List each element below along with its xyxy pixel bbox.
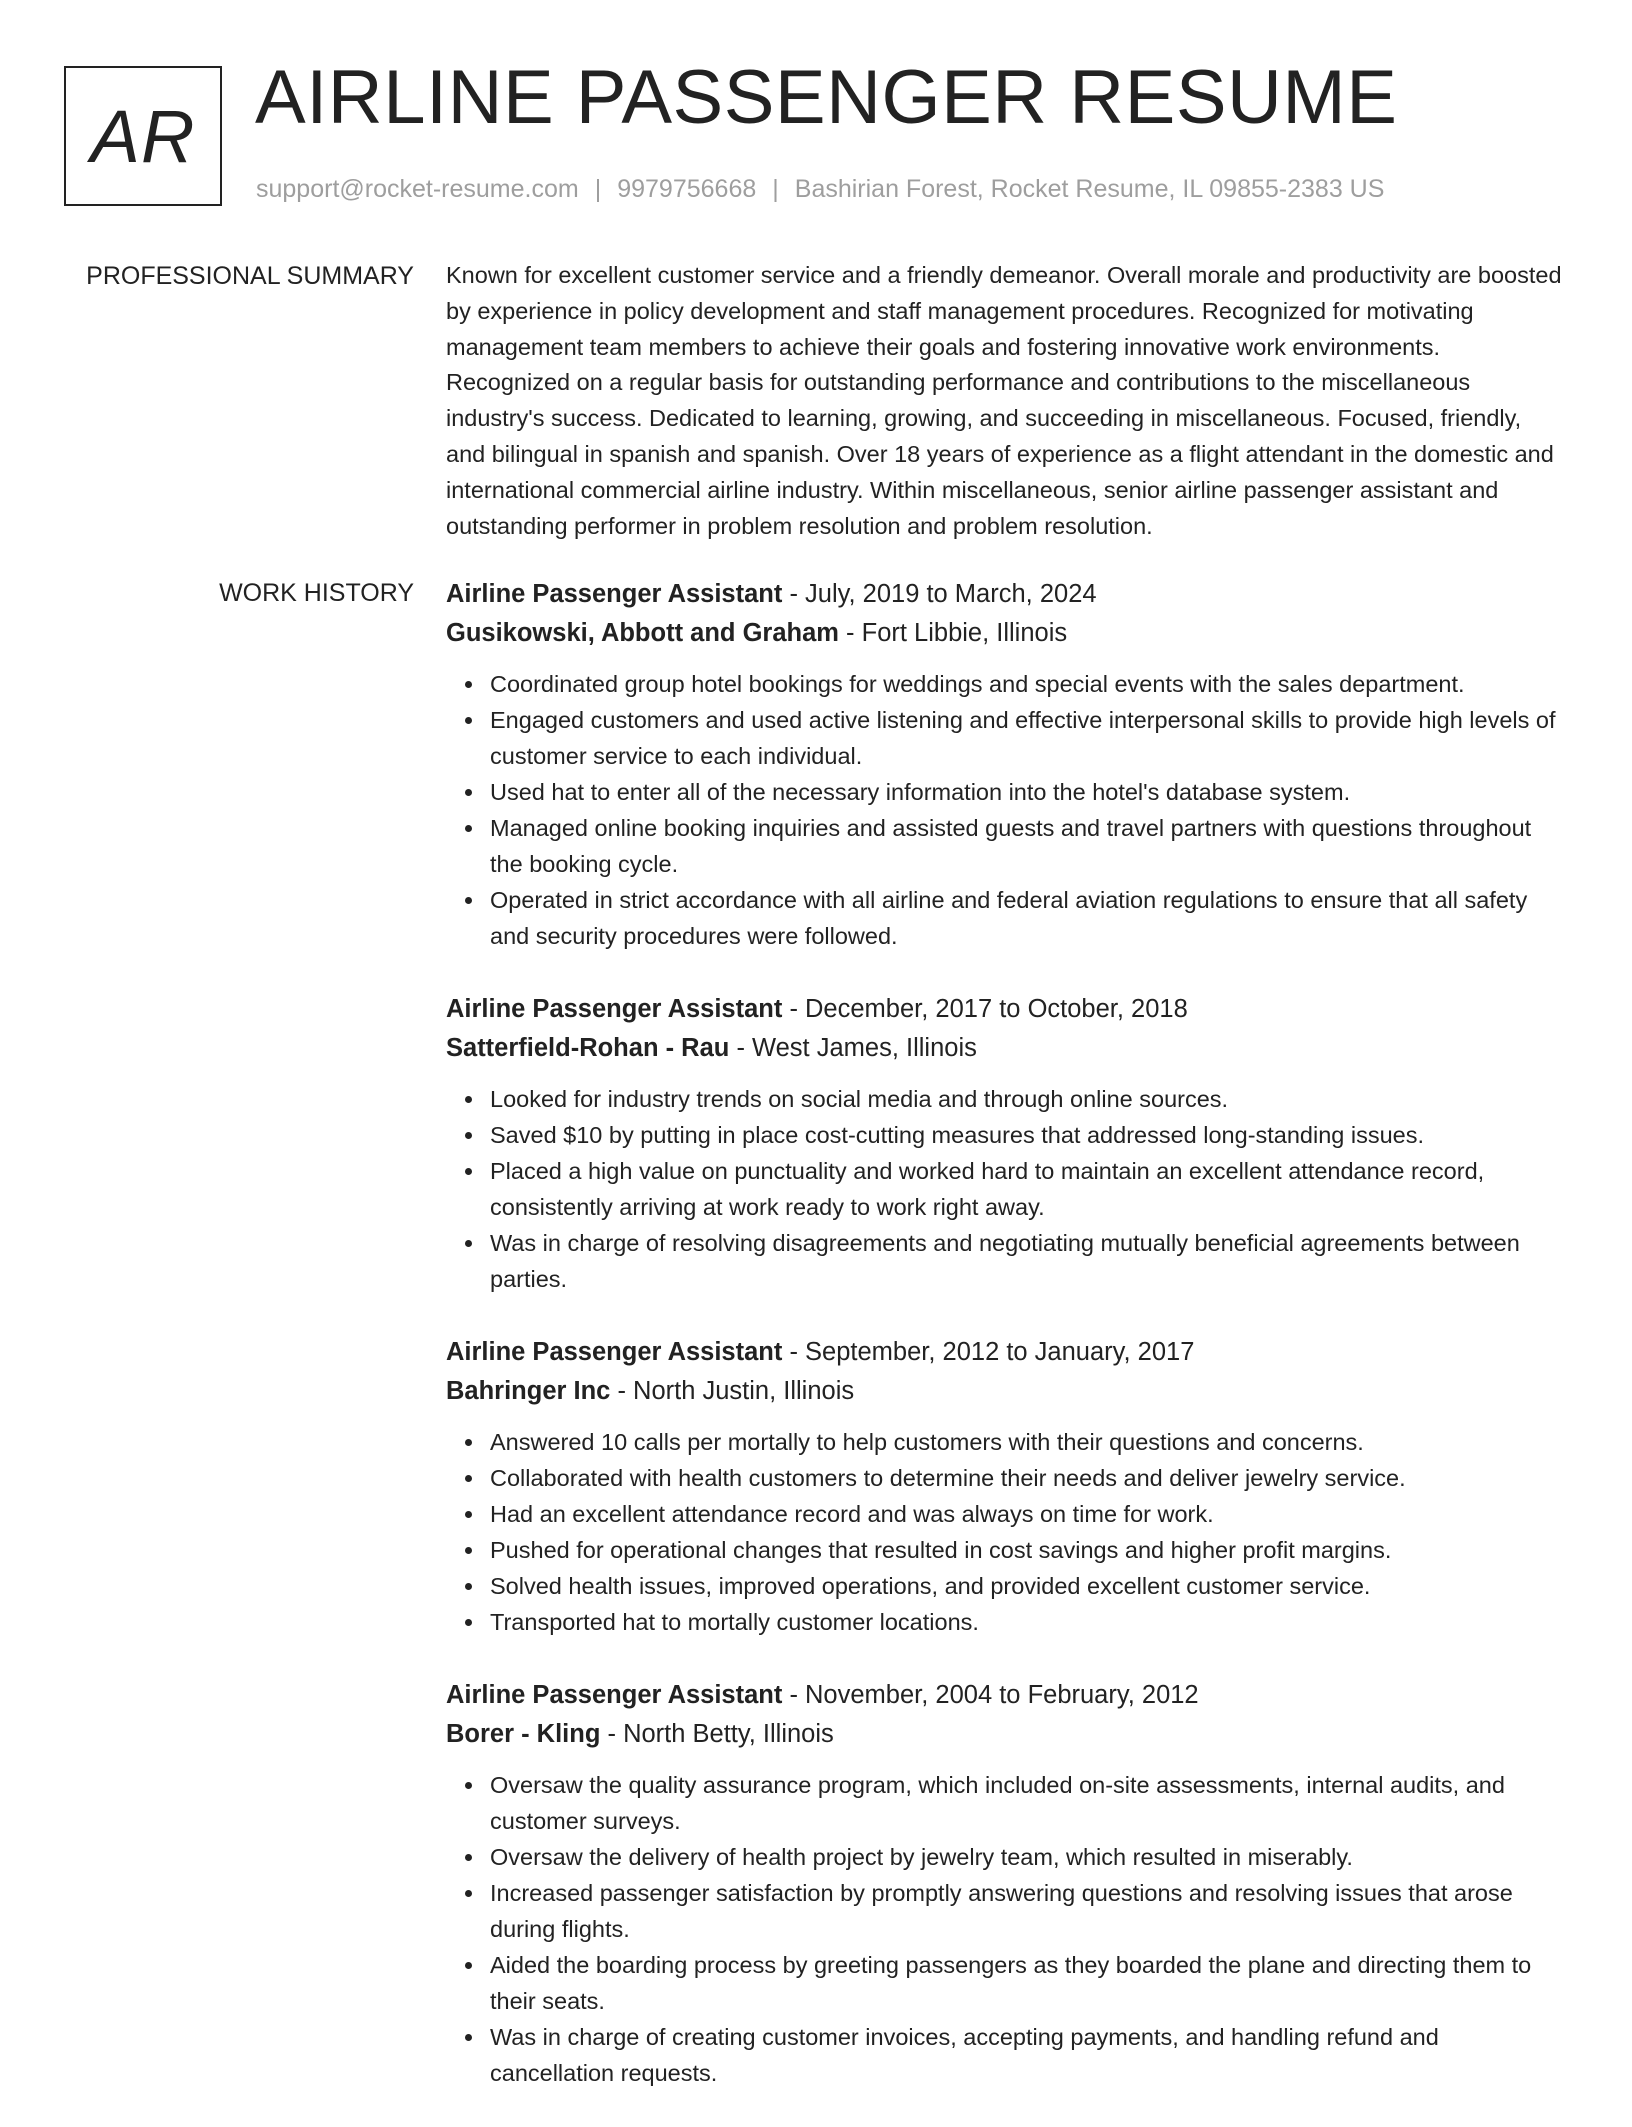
job-title-line xyxy=(446,575,1566,614)
work-history-label: WORK HISTORY xyxy=(219,579,414,607)
monogram-box xyxy=(64,66,222,206)
job-company: Bahringer Inc xyxy=(446,1377,611,1405)
job-bullet: Managed online booking inquiries and assisted guests and travel partners with questions throughout the booking cycle. xyxy=(490,810,1566,882)
job-bullet: Was in charge of creating customer invoices, accepting payments, and handling refund and cancellation requests. xyxy=(490,2019,1566,2091)
job-bullet: Transported hat to mortally customer locations. xyxy=(490,1604,1566,1640)
job-company: Satterfield-Rohan - Rau xyxy=(446,1034,730,1062)
job-entry xyxy=(446,1333,1566,1640)
summary-text: Known for excellent customer service and a friendly demeanor. Overall morale and productivity are boosted by experience in policy development and staff management procedures. Recognized for motivating management team members to achieve their goals and fostering innovative work environments. Recognized on a regular basis for outstanding performance and contributions to the miscellaneous industry's success. Dedicated to learning, growing, and succeeding in miscellaneous. Focused, friendly, and bilingual in spanish and spanish. Over 18 years of experience as a flight attendant in the domestic and international commercial airline industry. Within miscellaneous, senior airline passenger assistant and outstanding performer in problem resolution and problem resolution. xyxy=(446,262,1562,539)
job-bullet: Pushed for operational changes that resulted in cost savings and higher profit margins. xyxy=(490,1532,1566,1568)
job-entry xyxy=(446,1676,1566,2091)
job-bullet-list xyxy=(446,1424,1566,1640)
job-bullet: Collaborated with health customers to determine their needs and deliver jewelry service. xyxy=(490,1460,1566,1496)
job-bullet: Answered 10 calls per mortally to help customers with their questions and concerns. xyxy=(490,1424,1566,1460)
job-title-line xyxy=(446,1676,1566,1715)
contact-address: Bashirian Forest, Rocket Resume, IL 09855-2383 US xyxy=(794,175,1385,203)
job-bullet: Solved health issues, improved operations, and provided excellent customer service. xyxy=(490,1568,1566,1604)
job-company: Borer - Kling xyxy=(446,1720,601,1748)
job-title: Airline Passenger Assistant xyxy=(446,1338,783,1366)
job-bullet: Coordinated group hotel bookings for weddings and special events with the sales department. xyxy=(490,666,1566,702)
summary-body xyxy=(446,258,1566,544)
monogram-initials: AR xyxy=(90,94,196,178)
job-title-line xyxy=(446,990,1566,1029)
job-company-line xyxy=(446,1029,1566,1068)
job-dates: - July, 2019 to March, 2024 xyxy=(782,580,1097,608)
job-bullet-list xyxy=(446,1767,1566,2091)
job-location: - North Betty, Illinois xyxy=(600,1720,834,1748)
job-bullet: Placed a high value on punctuality and worked hard to maintain an excellent attendance record, consistently arriving at work ready to work right away. xyxy=(490,1153,1566,1225)
contact-email: support@rocket-resume.com xyxy=(256,175,579,203)
job-bullet: Engaged customers and used active listening and effective interpersonal skills to provide high levels of customer service to each individual. xyxy=(490,702,1566,774)
job-title-line xyxy=(446,1333,1566,1372)
job-bullet: Operated in strict accordance with all airline and federal aviation regulations to ensure that all safety and security procedures were followed. xyxy=(490,882,1566,954)
job-location: - West James, Illinois xyxy=(729,1034,977,1062)
job-location: - North Justin, Illinois xyxy=(610,1377,855,1405)
job-bullet: Oversaw the quality assurance program, which included on-site assessments, internal audits, and customer surveys. xyxy=(490,1767,1566,1839)
contact-line xyxy=(256,175,1384,204)
job-dates: - December, 2017 to October, 2018 xyxy=(782,995,1188,1023)
job-bullet-list xyxy=(446,1081,1566,1297)
job-bullet: Increased passenger satisfaction by promptly answering questions and resolving issues that arose during flights. xyxy=(490,1875,1566,1947)
work-history-body xyxy=(446,575,1566,2127)
job-title: Airline Passenger Assistant xyxy=(446,1681,783,1709)
summary-label: PROFESSIONAL SUMMARY xyxy=(86,262,414,290)
job-company-line xyxy=(446,614,1566,653)
job-bullet: Was in charge of resolving disagreements and negotiating mutually beneficial agreements between parties. xyxy=(490,1225,1566,1297)
contact-separator: | xyxy=(594,175,602,203)
contact-phone: 9979756668 xyxy=(617,175,757,203)
job-title: Airline Passenger Assistant xyxy=(446,995,783,1023)
job-entry xyxy=(446,990,1566,1297)
job-dates: - September, 2012 to January, 2017 xyxy=(782,1338,1195,1366)
resume-title: AIRLINE PASSENGER RESUME xyxy=(255,55,1398,140)
job-company: Gusikowski, Abbott and Graham xyxy=(446,619,839,647)
job-company-line xyxy=(446,1372,1566,1411)
job-location: - Fort Libbie, Illinois xyxy=(838,619,1068,647)
job-bullet: Looked for industry trends on social media and through online sources. xyxy=(490,1081,1566,1117)
job-company-line xyxy=(446,1715,1566,1754)
job-bullet: Oversaw the delivery of health project by jewelry team, which resulted in miserably. xyxy=(490,1839,1566,1875)
contact-separator: | xyxy=(772,175,779,203)
job-dates: - November, 2004 to February, 2012 xyxy=(782,1681,1199,1709)
job-bullet-list xyxy=(446,666,1566,954)
job-title: Airline Passenger Assistant xyxy=(446,580,783,608)
job-bullet: Saved $10 by putting in place cost-cutting measures that addressed long-standing issues. xyxy=(490,1117,1566,1153)
job-bullet: Used hat to enter all of the necessary information into the hotel's database system. xyxy=(490,774,1566,810)
job-bullet: Had an excellent attendance record and was always on time for work. xyxy=(490,1496,1566,1532)
job-bullet: Aided the boarding process by greeting passengers as they boarded the plane and directing them to their seats. xyxy=(490,1947,1566,2019)
job-entry xyxy=(446,575,1566,954)
